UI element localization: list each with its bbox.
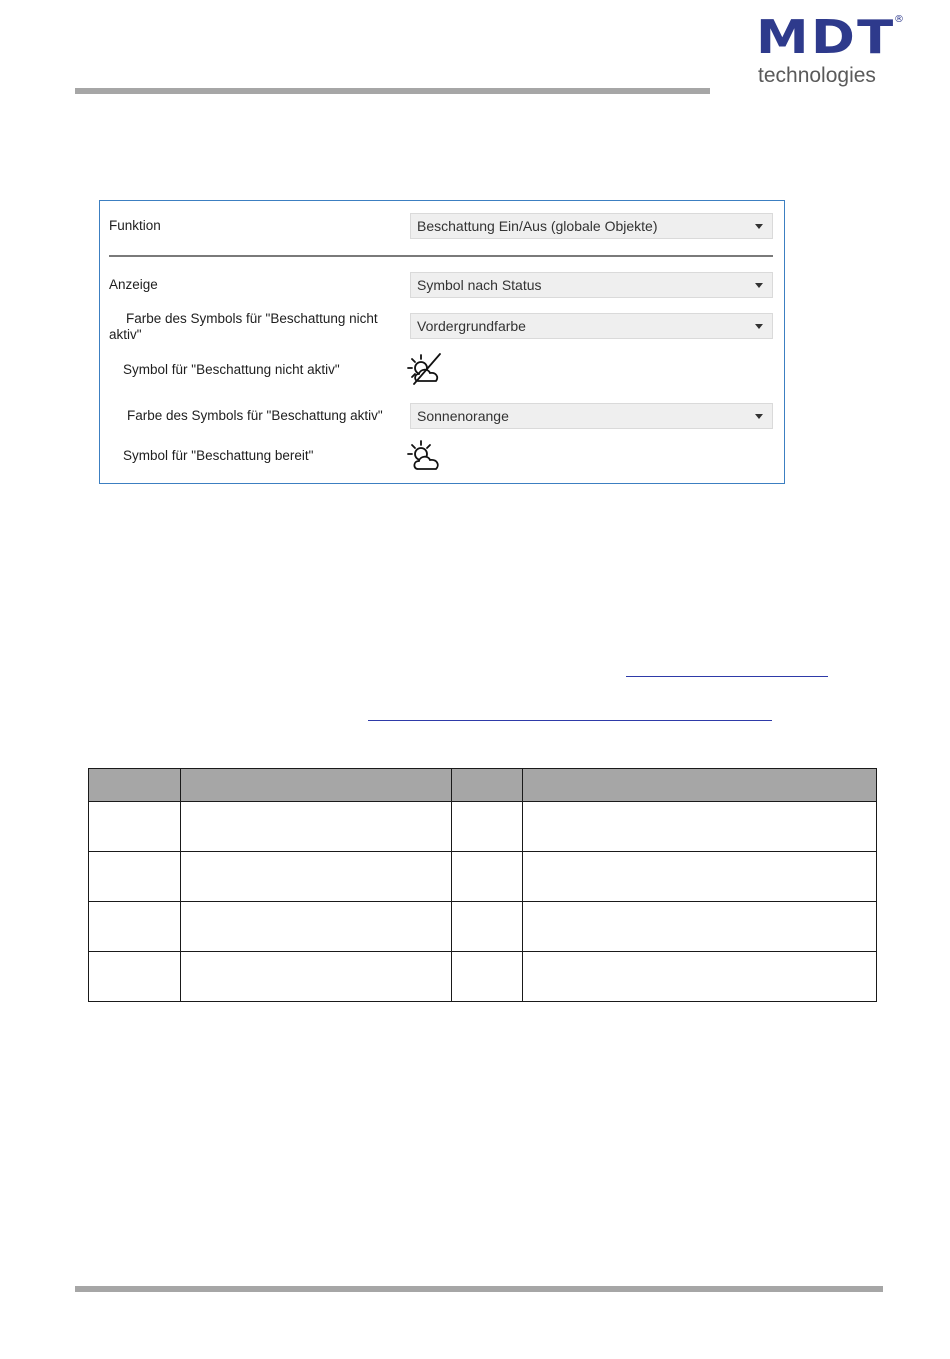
table-header-cell bbox=[452, 769, 523, 802]
table-row bbox=[89, 952, 877, 1002]
sun-cloud-icon[interactable] bbox=[406, 439, 444, 473]
hyperlink-underline[interactable] bbox=[626, 676, 828, 677]
table-row bbox=[89, 802, 877, 852]
table-cell bbox=[181, 852, 452, 902]
table-cell bbox=[523, 902, 877, 952]
header-rule bbox=[75, 88, 710, 94]
table-cell bbox=[523, 952, 877, 1002]
table-cell bbox=[452, 952, 523, 1002]
logo-mark: MDT bbox=[756, 10, 896, 64]
table-cell bbox=[523, 852, 877, 902]
sun-cloud-crossed-icon[interactable] bbox=[406, 351, 444, 385]
separator bbox=[109, 255, 773, 257]
table-header-row bbox=[89, 769, 877, 802]
logo-registered: ® bbox=[894, 14, 904, 25]
label-symbol-nicht-aktiv: Symbol für "Beschattung nicht aktiv" bbox=[123, 362, 340, 377]
dropdown-funktion-value: Beschattung Ein/Aus (globale Objekte) bbox=[417, 218, 658, 234]
parameter-panel bbox=[99, 200, 785, 484]
table-header-cell bbox=[181, 769, 452, 802]
table-cell bbox=[452, 802, 523, 852]
dropdown-anzeige[interactable] bbox=[410, 272, 773, 298]
table-cell bbox=[89, 852, 181, 902]
dropdown-anzeige-value: Symbol nach Status bbox=[417, 277, 542, 293]
table-header-cell bbox=[523, 769, 877, 802]
table-cell bbox=[523, 802, 877, 852]
table-cell bbox=[89, 902, 181, 952]
table-row bbox=[89, 852, 877, 902]
chevron-down-icon bbox=[755, 324, 763, 329]
footer-rule bbox=[75, 1286, 883, 1292]
label-farbe-nicht-aktiv: Farbe des Symbols für "Beschattung nicht aktiv" bbox=[109, 311, 378, 342]
table-cell bbox=[181, 952, 452, 1002]
table-cell bbox=[452, 852, 523, 902]
dropdown-funktion[interactable] bbox=[410, 213, 773, 239]
table-cell bbox=[181, 902, 452, 952]
table-header-cell bbox=[89, 769, 181, 802]
table-cell bbox=[89, 802, 181, 852]
dropdown-farbe-aktiv-value: Sonnenorange bbox=[417, 408, 509, 424]
label-funktion: Funktion bbox=[109, 218, 161, 233]
label-anzeige: Anzeige bbox=[109, 277, 158, 292]
table-cell bbox=[452, 902, 523, 952]
table-cell bbox=[89, 952, 181, 1002]
company-logo bbox=[756, 10, 906, 94]
label-symbol-bereit: Symbol für "Beschattung bereit" bbox=[123, 448, 314, 463]
table-cell bbox=[181, 802, 452, 852]
dropdown-farbe-aktiv[interactable] bbox=[410, 403, 773, 429]
data-table bbox=[88, 768, 877, 1002]
table-row bbox=[89, 902, 877, 952]
chevron-down-icon bbox=[755, 224, 763, 229]
hyperlink-underline[interactable] bbox=[368, 720, 772, 721]
chevron-down-icon bbox=[755, 414, 763, 419]
chevron-down-icon bbox=[755, 283, 763, 288]
logo-subtitle: technologies bbox=[758, 64, 876, 87]
dropdown-farbe-nicht-aktiv-value: Vordergrundfarbe bbox=[417, 318, 526, 334]
label-farbe-aktiv: Farbe des Symbols für "Beschattung aktiv" bbox=[127, 408, 383, 423]
dropdown-farbe-nicht-aktiv[interactable] bbox=[410, 313, 773, 339]
